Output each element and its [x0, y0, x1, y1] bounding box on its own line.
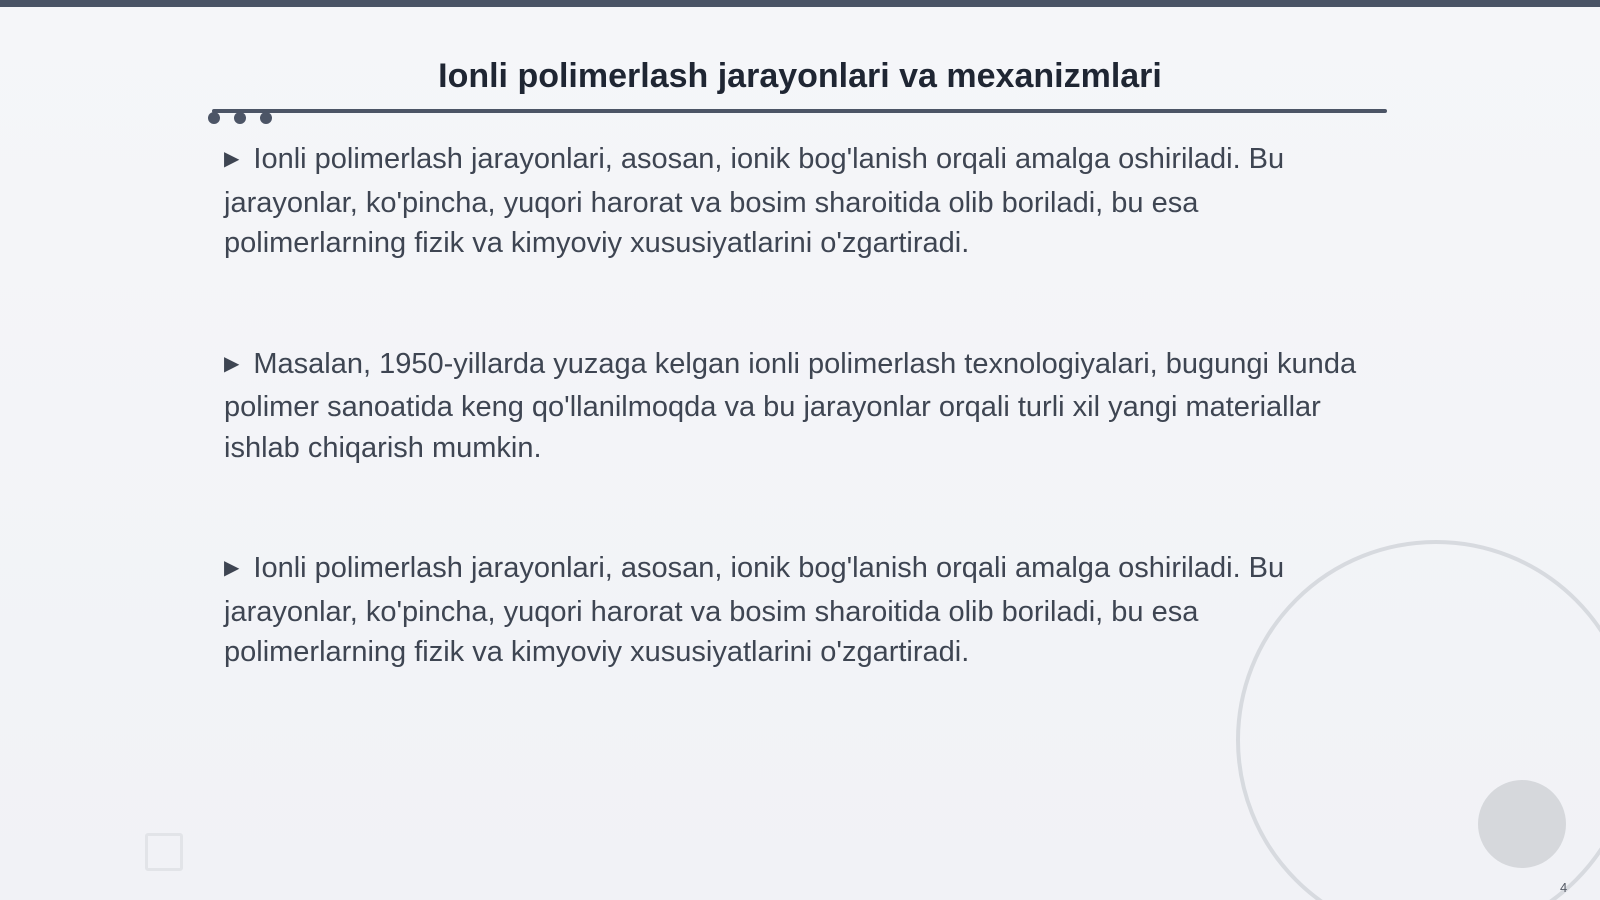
slide-title: Ionli polimerlash jarayonlari va mexanizmlari: [438, 57, 1162, 95]
title-underline: [212, 109, 1387, 113]
bullet-paragraph: [224, 344, 1374, 469]
bullet-text: Ionli polimerlash jarayonlari, asosan, ionik bog'lanish orqali amalga oshiriladi. Bu jarayonlar, ko'pincha, yuqori harorat va bosim sharoitida olib boriladi, bu esa polimerlarning fizik va kimyoviy xususiyatlarini o'zgartiradi.: [224, 552, 1285, 668]
title-dot-icon: [260, 112, 272, 124]
bullet-paragraph: [224, 139, 1374, 264]
triangle-right-icon: ▶: [224, 557, 240, 579]
top-accent-bar: [0, 0, 1600, 7]
bullet-text: Masalan, 1950-yillarda yuzaga kelgan ionli polimerlash texnologiyalari, bugungi kunda polimer sanoatida keng qo'llanilmoqda va bu jarayonlar orqali turli xil yangi materiallar ishlab chiqarish mumkin.: [224, 347, 1357, 464]
title-dot-icon: [234, 112, 246, 124]
decorative-circle: [1478, 780, 1566, 868]
decorative-square: [145, 833, 183, 871]
page-number: 4: [1560, 880, 1568, 895]
bullet-list: [224, 139, 1374, 753]
title-dot-icon: [208, 112, 220, 124]
bullet-text: Ionli polimerlash jarayonlari, asosan, ionik bog'lanish orqali amalga oshiriladi. Bu jarayonlar, ko'pincha, yuqori harorat va bosim sharoitida olib boriladi, bu esa polimerlarning fizik va kimyoviy xususiyatlarini o'zgartiradi.: [224, 143, 1285, 259]
bullet-paragraph: [224, 548, 1374, 673]
triangle-right-icon: ▶: [224, 352, 240, 375]
triangle-right-icon: ▶: [224, 148, 240, 170]
